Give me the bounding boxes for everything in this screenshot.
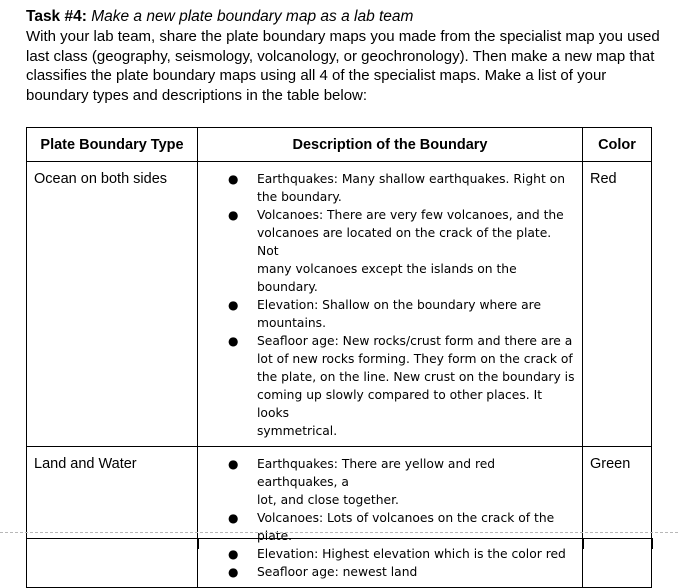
table-header-row [27, 128, 652, 162]
list-item: ● Seafloor age: newest land [228, 565, 418, 579]
instruction-line: With your lab team, share the plate boundary maps you made from the specialist map you used [26, 28, 660, 45]
description-list [205, 455, 575, 581]
bullet-icon: ● [228, 457, 239, 471]
page-break-line [0, 532, 678, 533]
table-row [27, 447, 652, 588]
bullet-icon: ● [228, 172, 239, 186]
bullet-icon: ● [228, 547, 239, 561]
instruction-line: boundary types and descriptions in the table below: [26, 86, 368, 104]
header-color: Color [583, 128, 652, 162]
description-cell [198, 162, 583, 447]
task-title: Make a new plate boundary map as a lab team [91, 8, 414, 25]
bullet-icon: ● [228, 511, 239, 525]
list-item: ● Seafloor age: New rocks/crust form and there are a lot of new rocks forming. They form on the crack of the plate, on the line. New crust on the boundary is coming up slowly compared to other places. It looks symmetrical. [228, 334, 575, 438]
task-label: Task #4: [26, 8, 87, 25]
next-table-row-edge [26, 538, 653, 549]
bullet-icon: ● [228, 298, 239, 312]
header-description: Description of the Boundary [198, 128, 583, 162]
color-cell: Green [583, 447, 652, 588]
list-item: ● Elevation: Highest elevation which is the color red [228, 547, 566, 561]
list-item: ● Earthquakes: Many shallow earthquakes. Right on the boundary. [228, 172, 565, 204]
list-item: ● Volcanoes: Lots of volcanoes on the crack of the plate. [228, 511, 555, 543]
boundary-table [26, 127, 652, 588]
table-row [27, 162, 652, 447]
list-item: ● Earthquakes: There are yellow and red earthquakes, a lot, and close together. [228, 457, 496, 507]
boundary-type-cell: Ocean on both sides [27, 162, 198, 447]
instruction-line: last class (geography, seismology, volcanology, or geochronology). Then make a new map that [26, 47, 655, 65]
header-plate-boundary-type: Plate Boundary Type [27, 128, 198, 162]
document-page [26, 6, 666, 105]
bullet-icon: ● [228, 208, 239, 222]
description-list [205, 170, 575, 440]
boundary-type-cell: Land and Water [27, 447, 198, 588]
task-instructions [26, 27, 666, 105]
task-heading [26, 6, 666, 27]
list-item: ● Volcanoes: There are very few volcanoes, and the volcanoes are located on the crack of the plate. Not many volcanoes except the islands on the boundary. [228, 208, 564, 294]
bullet-icon: ● [228, 334, 239, 348]
color-cell: Red [583, 162, 652, 447]
list-item: ● Elevation: Shallow on the boundary where are mountains. [228, 298, 542, 330]
column-divider [583, 539, 584, 549]
bullet-icon: ● [228, 565, 239, 579]
description-cell [198, 447, 583, 588]
instruction-line: classifies the plate boundary maps using all 4 of the specialist maps. Make a list of your [26, 67, 607, 84]
column-divider [198, 539, 199, 549]
